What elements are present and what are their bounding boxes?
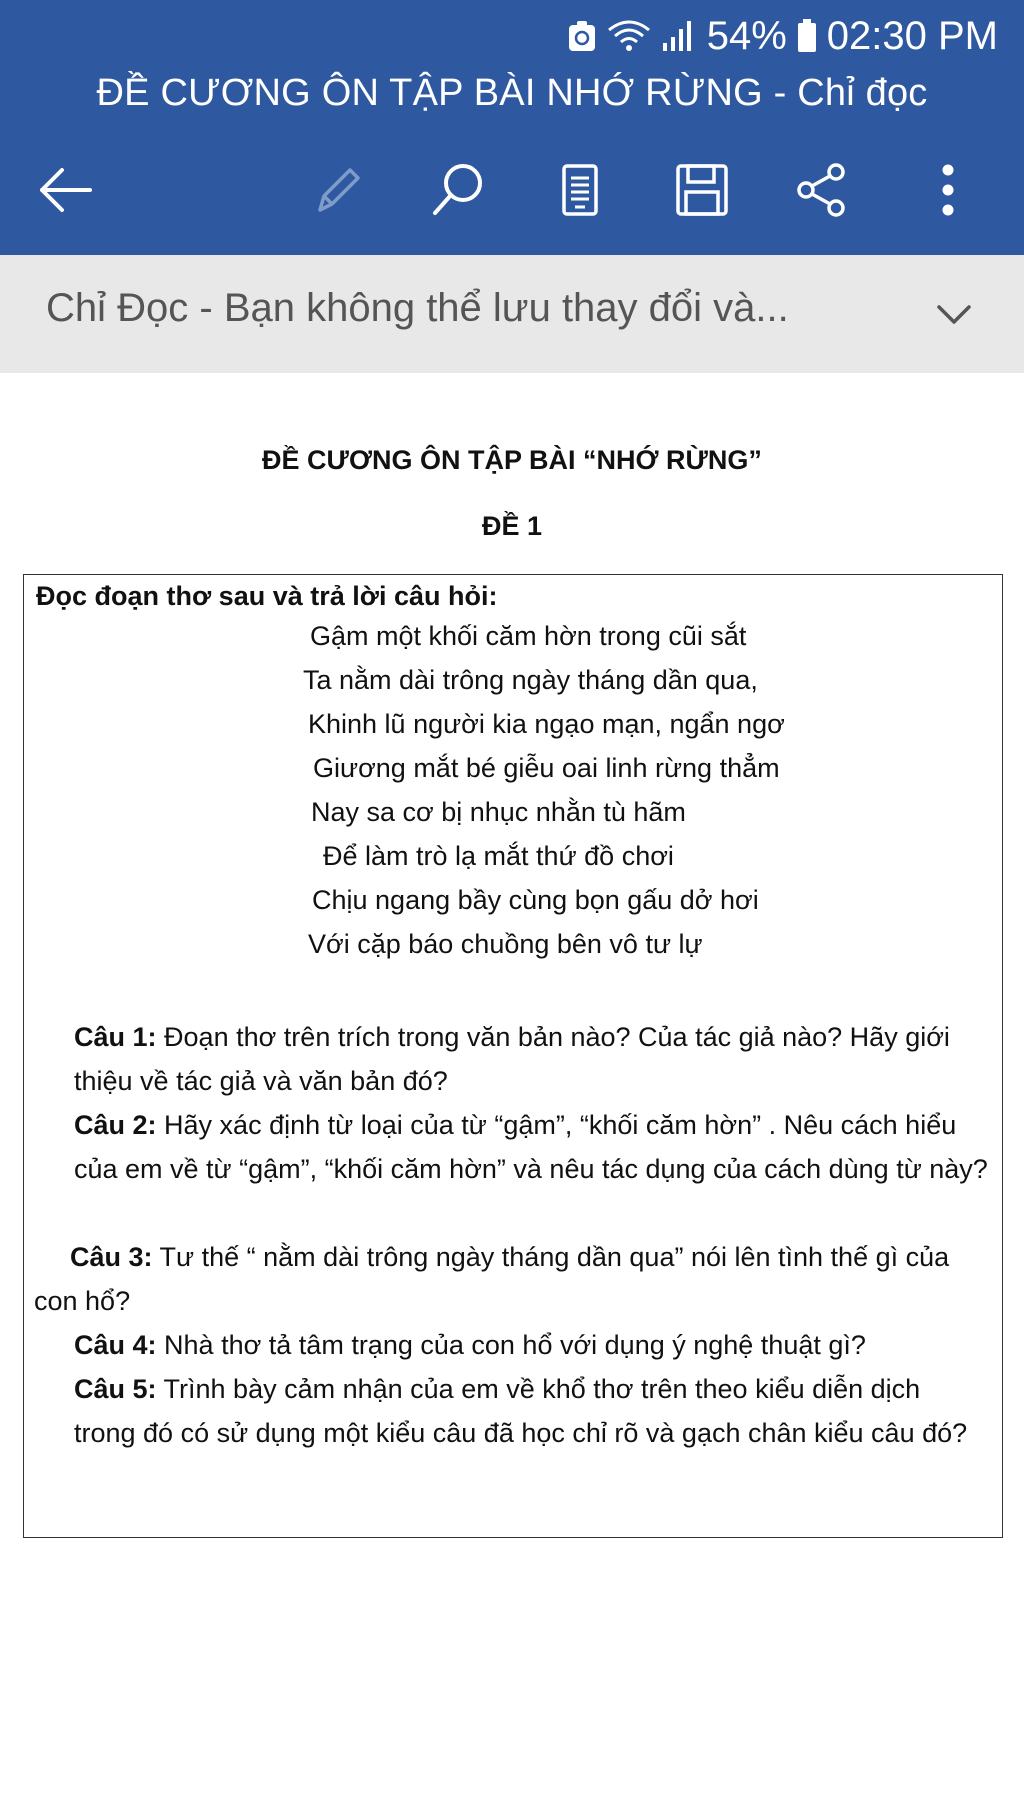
battery-icon	[797, 19, 817, 53]
pencil-icon	[308, 162, 364, 218]
document-subtitle: ĐỀ 1	[481, 511, 543, 541]
read-only-banner[interactable]	[0, 255, 1024, 373]
question-label: Câu 1:	[74, 1022, 157, 1052]
poem-line: Chịu ngang bầy cùng bọn gấu dở hơi	[312, 885, 759, 915]
more-vert-icon	[938, 162, 958, 218]
wifi-icon	[607, 18, 651, 54]
search-button[interactable]	[418, 150, 498, 230]
question-text: Tư thế “ nằm dài trông ngày tháng dần qua” nói lên tình thế gì của con hổ?	[34, 1242, 950, 1316]
banner-message: Chỉ Đọc - Bạn không thể lưu thay đổi và...	[46, 286, 789, 330]
search-icon	[429, 161, 487, 219]
instruction-text: Đọc đoạn thơ sau và trả lời câu hỏi:	[36, 581, 498, 611]
share-button[interactable]	[782, 150, 862, 230]
chevron-down-icon	[936, 304, 972, 326]
back-arrow-icon	[38, 166, 94, 214]
question-text: Đoạn thơ trên trích trong văn bản nào? Của tác giả nào? Hãy giới thiệu về tác giả và văn bản đó?	[74, 1022, 950, 1096]
question-5	[74, 1367, 974, 1455]
app-bar	[0, 0, 1024, 255]
poem-line: Khinh lũ người kia ngạo mạn, ngẩn ngơ	[308, 709, 785, 739]
document-window-title: ĐỀ CƯƠNG ÔN TẬP BÀI NHỚ RỪNG - Chỉ đọc	[96, 72, 928, 114]
banner-expand-button[interactable]	[926, 287, 982, 343]
poem-line: Với cặp báo chuồng bên vô tư lự	[308, 929, 703, 959]
toolbar	[0, 150, 1024, 230]
share-icon	[794, 162, 850, 218]
question-label: Câu 2:	[74, 1110, 157, 1140]
recycle-icon	[567, 19, 597, 53]
poem-line: Ta nằm dài trông ngày tháng dần qua,	[303, 665, 758, 695]
question-3	[34, 1235, 992, 1323]
question-text: Trình bày cảm nhận của em về khổ thơ trên theo kiểu diễn dịch trong đó có sử dụng một kiểu câu đã học chỉ rõ và gạch chân kiểu câu đó?	[74, 1374, 968, 1448]
poem-line: Nay sa cơ bị nhục nhằn tù hãm	[311, 797, 686, 827]
back-button[interactable]	[26, 150, 106, 230]
document-title: ĐỀ CƯƠNG ÔN TẬP BÀI “NHỚ RỪNG”	[262, 445, 762, 475]
exercise-box	[23, 574, 1003, 1538]
question-label: Câu 5:	[74, 1374, 157, 1404]
question-4	[74, 1323, 992, 1367]
question-1	[74, 1015, 992, 1103]
status-bar	[567, 12, 998, 60]
clock: 02:30 PM	[826, 13, 998, 58]
poem-line: Giương mắt bé giễu oai linh rừng thẳm	[313, 753, 780, 783]
reading-view-icon	[558, 162, 602, 218]
edit-button[interactable]	[296, 150, 376, 230]
more-options-button[interactable]	[908, 150, 988, 230]
question-label: Câu 4:	[74, 1330, 157, 1360]
signal-icon	[661, 19, 697, 53]
save-button[interactable]	[662, 150, 742, 230]
poem-line: Để làm trò lạ mắt thứ đồ chơi	[323, 841, 674, 871]
question-label: Câu 3:	[70, 1242, 153, 1272]
question-2	[74, 1103, 992, 1191]
battery-percent: 54%	[706, 13, 787, 58]
question-text: Nhà thơ tả tâm trạng của con hổ với dụng ý nghệ thuật gì?	[156, 1330, 866, 1360]
save-icon	[674, 162, 730, 218]
document-canvas[interactable]	[0, 373, 1024, 1820]
poem-line: Gậm một khối căm hờn trong cũi sắt	[310, 621, 747, 651]
reading-view-button[interactable]	[540, 150, 620, 230]
question-text: Hãy xác định từ loại của từ “gậm”, “khối căm hờn” . Nêu cách hiểu của em về từ “gậm”, “khối căm hờn” và nêu tác dụng của cách dùng từ này?	[74, 1110, 988, 1184]
